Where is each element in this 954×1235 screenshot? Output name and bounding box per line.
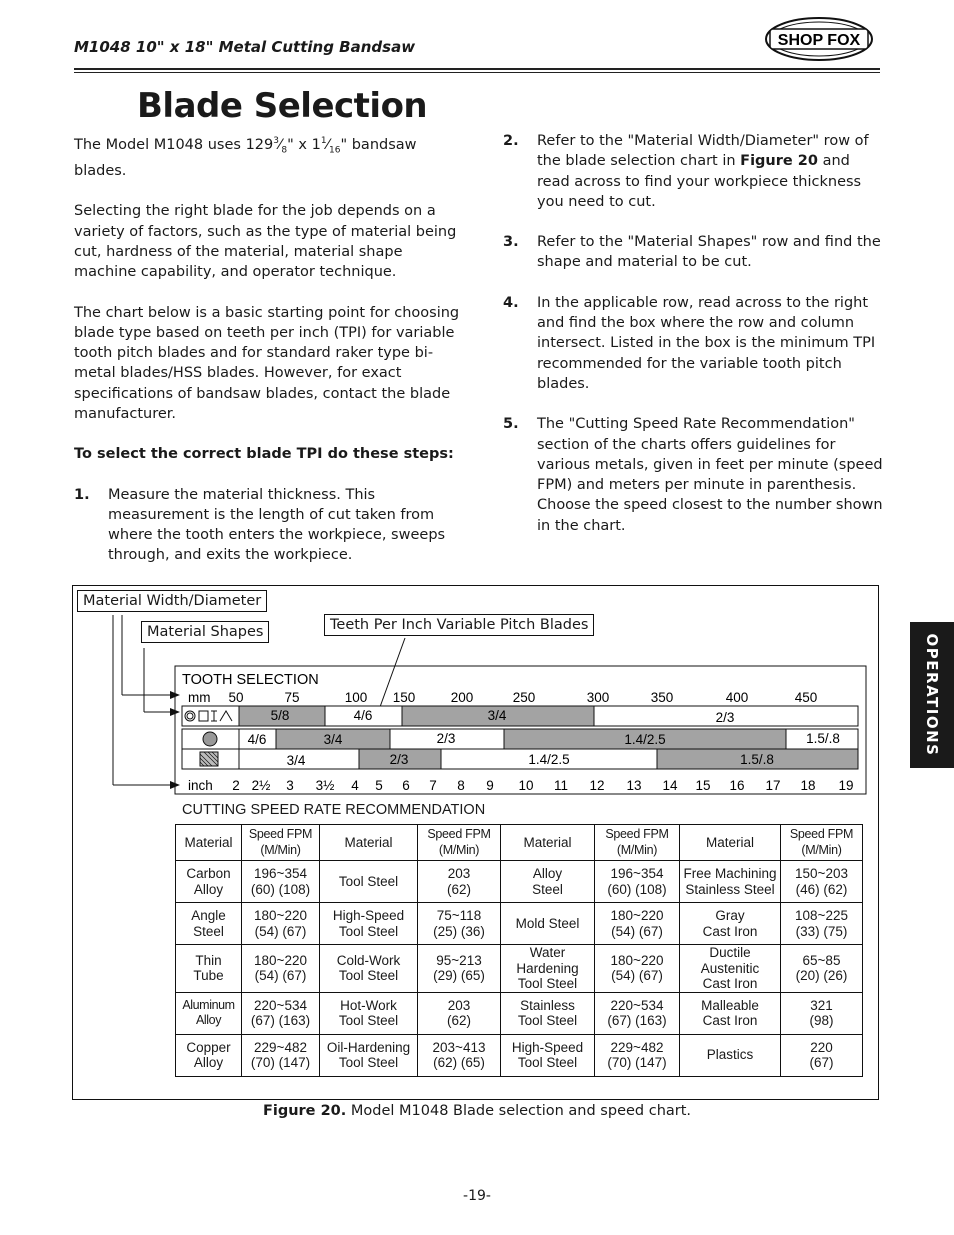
inch-tick-label: 7 xyxy=(429,778,437,793)
speed-cell: 180~220 (54) (67) xyxy=(242,903,320,945)
inch-tick-label: 14 xyxy=(662,778,678,793)
material-header: Material xyxy=(320,825,418,861)
inch-tick-label: 8 xyxy=(457,778,465,793)
tooth-selection-title: TOOTH SELECTION xyxy=(182,672,319,688)
mm-scale xyxy=(228,690,817,705)
speed-cell: 220~534 (67) (163) xyxy=(242,992,320,1034)
material-cell: Thin Tube xyxy=(176,945,242,993)
inch-tick-label: 13 xyxy=(626,778,642,793)
speed-table xyxy=(175,824,863,1077)
speed-fpm-header: Speed FPM (M/Min) xyxy=(595,825,680,861)
inch-tick-label: 9 xyxy=(486,778,494,793)
speed-fpm-header: Speed FPM (M/Min) xyxy=(781,825,863,861)
speed-table-row xyxy=(176,945,863,993)
tpi-label: 2/3 xyxy=(715,710,735,725)
material-header: Material xyxy=(501,825,595,861)
tpi-label: 2/3 xyxy=(436,731,456,746)
speed-cell: 75~118 (25) (36) xyxy=(418,903,501,945)
header-rule-thin xyxy=(74,72,880,73)
material-cell: Gray Cast Iron xyxy=(680,903,781,945)
mm-label: mm xyxy=(188,690,211,705)
material-cell: Mold Steel xyxy=(501,903,595,945)
inch-tick-label: 12 xyxy=(589,778,605,793)
tpi-label: 1.5/.8 xyxy=(806,731,840,746)
mm-tick-label: 250 xyxy=(512,690,536,705)
material-cell: Aluminum Alloy xyxy=(176,992,242,1034)
step-1: 1. Measure the material thickness. This measurement is the length of cut taken from where the tooth enters the workpiece, sweeps through, and exits the workpiece. xyxy=(74,486,446,564)
callout-teeth-per-inch: Teeth Per Inch Variable Pitch Blades xyxy=(324,614,594,636)
operations-tab: OPERATIONS xyxy=(910,622,954,768)
step-4: 4. In the applicable row, read across to the right and find the box where the row and column intersect. Listed in the box is the minimum TPI recommended for the variable tooth pitch blades. xyxy=(503,294,876,392)
speed-cell: 150~203 (46) (62) xyxy=(781,861,863,903)
tpi-label: 4/6 xyxy=(353,708,373,723)
mm-tick-label: 150 xyxy=(392,690,416,705)
page-title: Blade Selection xyxy=(137,86,428,126)
tpi-row-3 xyxy=(239,749,858,769)
material-header: Material xyxy=(680,825,781,861)
right-column xyxy=(503,131,883,556)
material-cell: Malleable Cast Iron xyxy=(680,992,781,1034)
material-cell: Stainless Tool Steel xyxy=(501,992,595,1034)
speed-cell: 220 (67) xyxy=(781,1034,863,1076)
solid-round-icon xyxy=(203,732,217,746)
inch-tick-label: 16 xyxy=(729,778,745,793)
page-number: -19- xyxy=(463,1188,491,1204)
speed-cell: 321 (98) xyxy=(781,992,863,1034)
shop-fox-logo xyxy=(764,16,874,62)
inch-tick-label: 2 xyxy=(232,778,240,793)
speed-cell: 180~220 (54) (67) xyxy=(595,945,680,993)
speed-cell: 203 (62) xyxy=(418,992,501,1034)
mm-tick-label: 200 xyxy=(450,690,474,705)
shape-icons xyxy=(182,706,239,769)
material-cell: Cold-Work Tool Steel xyxy=(320,945,418,993)
header-title: M1048 10" x 18" Metal Cutting Bandsaw xyxy=(74,38,416,56)
material-cell: Tool Steel xyxy=(320,861,418,903)
tpi-label: 1.5/.8 xyxy=(740,752,774,767)
tpi-label: 1.4/2.5 xyxy=(624,732,666,747)
shapes-row-1-icon-cell xyxy=(182,706,239,726)
material-cell: Water Hardening Tool Steel xyxy=(501,945,595,993)
speed-table-row xyxy=(176,903,863,945)
mm-tick-label: 400 xyxy=(725,690,749,705)
inch-label: inch xyxy=(188,778,213,793)
steps-heading: To select the correct blade TPI do these steps: xyxy=(74,446,454,463)
speed-table-row xyxy=(176,1034,863,1076)
speed-cell: 196~354 (60) (108) xyxy=(242,861,320,903)
speed-cell: 180~220 (54) (67) xyxy=(595,903,680,945)
material-cell: Plastics xyxy=(680,1034,781,1076)
material-cell: High-Speed Tool Steel xyxy=(320,903,418,945)
inch-tick-label: 15 xyxy=(695,778,711,793)
inch-scale xyxy=(232,778,853,793)
mm-tick-label: 450 xyxy=(794,690,818,705)
logo-text: SHOP FOX xyxy=(777,32,861,49)
tpi-label: 2/3 xyxy=(389,752,409,767)
header-rule xyxy=(74,68,880,70)
speed-fpm-header: Speed FPM (M/Min) xyxy=(418,825,501,861)
intro-paragraph-1: The Model M1048 uses $129^3⁄_8$" x $1^1⁄_{16}$" bandsaw blades. xyxy=(74,136,417,180)
speed-cell: 95~213 (29) (65) xyxy=(418,945,501,993)
material-cell: High-Speed Tool Steel xyxy=(501,1034,595,1076)
tpi-label: 3/4 xyxy=(487,708,507,723)
figure-caption: Figure 20. Model M1048 Blade selection and speed chart. xyxy=(262,1103,692,1119)
step-5: 5. The "Cutting Speed Rate Recommendation" section of the charts offers guidelines for various metals, given in feet per minute (speed FPM) and meters per minute in parenthesis. Choose the speed closest to the number shown in the chart. xyxy=(503,416,883,534)
material-cell: Alloy Steel xyxy=(501,861,595,903)
step-3: 3. Refer to the "Material Shapes" row and find the shape and material to be cut. xyxy=(503,234,881,271)
inch-tick-label: 3½ xyxy=(315,778,335,793)
intro-paragraph-2: Selecting the right blade for the job depends on a variety of factors, such as the type of material being cut, hardness of the material, material shape machine capability, and operator technique. xyxy=(74,203,457,281)
callout-material-width: Material Width/Diameter xyxy=(77,590,267,612)
mm-tick-label: 50 xyxy=(228,690,244,705)
inch-tick-label: 10 xyxy=(518,778,534,793)
material-cell: Hot-Work Tool Steel xyxy=(320,992,418,1034)
speed-heading: CUTTING SPEED RATE RECOMMENDATION xyxy=(182,802,486,818)
tpi-label: 3/4 xyxy=(286,753,306,768)
inch-tick-label: 4 xyxy=(351,778,359,793)
tpi-row-1 xyxy=(239,706,858,726)
speed-cell: 196~354 (60) (108) xyxy=(595,861,680,903)
mm-tick-label: 350 xyxy=(650,690,674,705)
inch-tick-label: 18 xyxy=(800,778,816,793)
speed-table-row xyxy=(176,861,863,903)
speed-cell: 220~534 (67) (163) xyxy=(595,992,680,1034)
inch-tick-label: 19 xyxy=(838,778,854,793)
inch-tick-label: 3 xyxy=(286,778,294,793)
speed-table-header xyxy=(176,825,863,861)
material-cell: Ductile Austenitic Cast Iron xyxy=(680,945,781,993)
step-2: 2. Refer to the "Material Width/Diameter" row of the blade selection chart in Figure 20 and read across to find your workpiece thickness you need to cut. xyxy=(503,133,869,210)
speed-cell: 108~225 (33) (75) xyxy=(781,903,863,945)
material-cell: Angle Steel xyxy=(176,903,242,945)
speed-cell: 180~220 (54) (67) xyxy=(242,945,320,993)
speed-cell: 229~482 (70) (147) xyxy=(242,1034,320,1076)
tpi-label: 5/8 xyxy=(270,708,290,723)
mm-tick-label: 300 xyxy=(586,690,610,705)
mm-tick-label: 100 xyxy=(344,690,368,705)
tpi-label: 1.4/2.5 xyxy=(528,752,570,767)
inch-tick-label: 17 xyxy=(765,778,781,793)
mm-tick-label: 75 xyxy=(284,690,300,705)
callout-material-shapes: Material Shapes xyxy=(141,621,269,643)
material-cell: Copper Alloy xyxy=(176,1034,242,1076)
tpi-row-2 xyxy=(239,729,858,749)
speed-cell: 203 (62) xyxy=(418,861,501,903)
tpi-label: 3/4 xyxy=(323,732,343,747)
material-cell: Oil-Hardening Tool Steel xyxy=(320,1034,418,1076)
inch-tick-label: 2½ xyxy=(251,778,271,793)
material-header: Material xyxy=(176,825,242,861)
inch-tick-label: 5 xyxy=(375,778,383,793)
speed-cell: 229~482 (70) (147) xyxy=(595,1034,680,1076)
material-cell: Carbon Alloy xyxy=(176,861,242,903)
tpi-label: 4/6 xyxy=(247,732,267,747)
speed-table-row xyxy=(176,992,863,1034)
inch-tick-label: 11 xyxy=(553,778,569,793)
speed-cell: 65~85 (20) (26) xyxy=(781,945,863,993)
intro-paragraph-3: The chart below is a basic starting point for choosing blade type based on teeth per inch (TPI) for variable tooth pitch blades and for standard raker type bi-metal blades/HSS blades. However, for exact specifications of bandsaw blades, contact the blade manufacturer. xyxy=(74,304,460,422)
speed-cell: 203~413 (62) (65) xyxy=(418,1034,501,1076)
inch-tick-label: 6 xyxy=(402,778,410,793)
speed-fpm-header: Speed FPM (M/Min) xyxy=(242,825,320,861)
material-cell: Free Machining Stainless Steel xyxy=(680,861,781,903)
left-column xyxy=(74,131,469,586)
